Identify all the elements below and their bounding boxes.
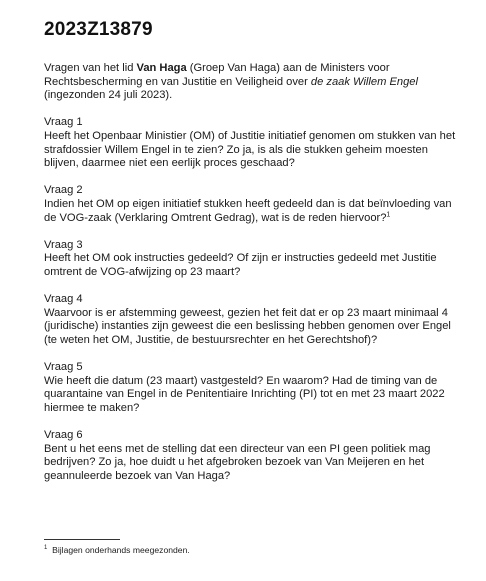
- document-body: [44, 62, 464, 497]
- question-label: Vraag 1: [44, 116, 83, 129]
- footnote-number: 1: [44, 545, 48, 552]
- intro-subject: de zaak Willem Engel: [310, 75, 418, 88]
- question-label: Vraag 4: [44, 293, 83, 306]
- document-number: 2023Z13879: [44, 19, 153, 40]
- intro-after-name: (Groep Van Haga) aan de Ministers voor Rechtsbescherming en van Justitie en Veiligheid over: [44, 62, 390, 88]
- intro-before-name: Vragen van het lid: [44, 62, 137, 74]
- footnote-reference[interactable]: 1: [386, 210, 391, 218]
- footnote: [44, 545, 190, 555]
- question-5: [44, 361, 464, 415]
- question-text: Bent u het eens met de stelling dat een directeur van een PI geen politiek mag bedrijven? Zo ja, hoe duidt u het afgebroken bezoek van Van Meijeren en het geannuleerde bezoek van Van Haga?: [44, 442, 431, 482]
- question-label: Vraag 5: [44, 361, 83, 374]
- question-1: [44, 116, 464, 170]
- question-label: Vraag 6: [44, 429, 83, 442]
- question-text: Waarvoor is er afstemming geweest, gezien het feit dat er op 23 maart minimaal 4 (juridische) instanties zijn geweest die een beslissing hebben genomen over Engel (te weten het OM, Justitie, de bestuursrechter en het Gerechtshof)?: [44, 306, 451, 346]
- question-text: Wie heeft die datum (23 maart) vastgesteld? En waarom? Had de timing van de quarantaine van Engel in de Penitentiaire Inrichting (PI) tot en met 23 maart 2022 hiermee te maken?: [44, 374, 445, 414]
- question-6: [44, 429, 464, 483]
- question-label: Vraag 3: [44, 238, 83, 251]
- footnote-divider: [44, 539, 120, 540]
- question-text: Heeft het OM ook instructies gedeeld? Of zijn er instructies gedeeld met Justitie omtrent de VOG-afwijzing op 23 maart?: [44, 252, 437, 278]
- question-text: Heeft het Openbaar Ministier (OM) of Justitie initiatief genomen om stukken van het strafdossier Willem Engel in te zien? Zo ja, is als die stukken geheim moesten blijven, daarmee niet een eerlijk proces geschaad?: [44, 129, 456, 170]
- footnote-text: Bijlagen onderhands meegezonden.: [52, 545, 190, 555]
- member-name: Van Haga: [136, 62, 187, 74]
- question-label: Vraag 2: [44, 184, 83, 197]
- question-text: Indien het OM op eigen initiatief stukken heeft gedeeld dan is dat beïnvloeding van de VOG-zaak (Verklaring Omtrent Gedrag), wat is de reden hiervoor?: [44, 197, 452, 224]
- question-3: [44, 239, 464, 280]
- question-text-wrapper: [44, 198, 464, 225]
- question-4: [44, 293, 464, 347]
- question-2: [44, 184, 464, 225]
- intro-paragraph: [44, 62, 464, 103]
- intro-submitted: (ingezonden 24 juli 2023).: [44, 89, 173, 102]
